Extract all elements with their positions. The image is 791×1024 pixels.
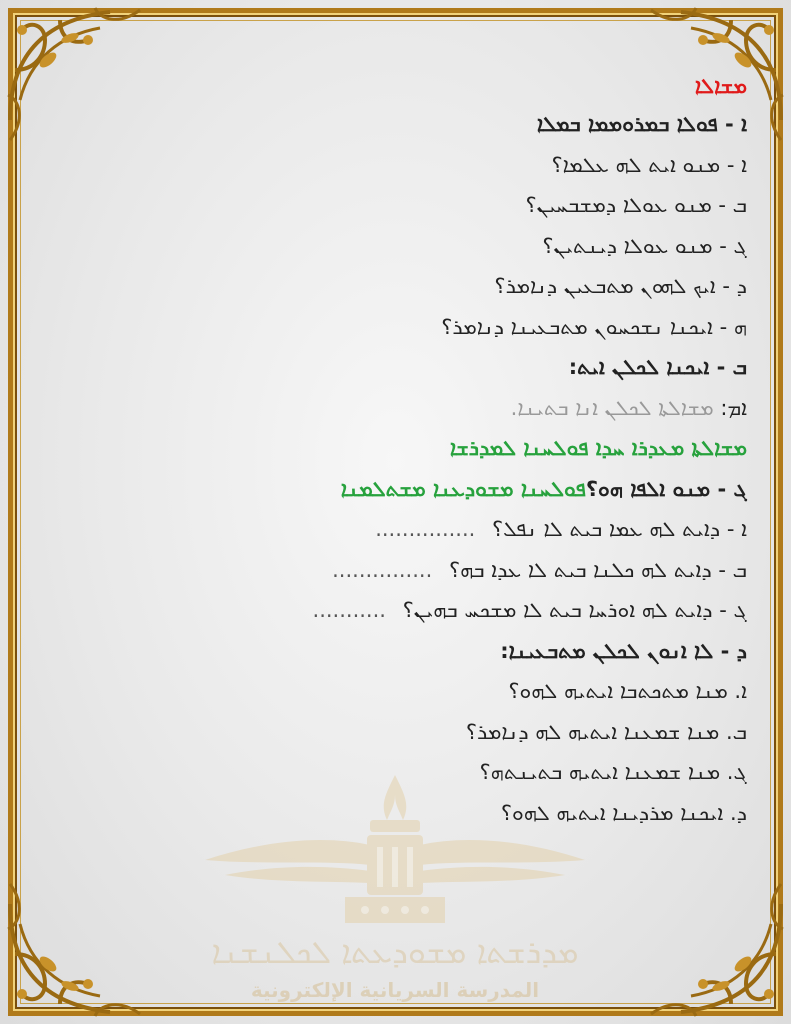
watermark-arabic-text: المدرسة السريانية الإلكترونية [250, 978, 540, 1002]
section-c-heading: ܓ - ܡܢܘ ܐܠܦܐ ܗܘ؟ܦܘܠܚܢܐ ܡܫܘܕܥܢܐ ܡܫܬܠܡܢܐ [340, 476, 747, 501]
fill-in-line: ܓ - ܕܐܝܬ ܠܗ ܐܘܪܚܐ ܒܝܬ ܠܐ ܡܫܟܚ ܒܗܝܢ؟ ........... [312, 598, 747, 622]
question-line: ܒ - ܡܢܘ ܥܘܠܐ ܕܡܫܒܚܝܢ؟ [525, 193, 747, 217]
answer-text: ܡܫܐܠܬܐ ܠܟܠܢ ܐܢܐ ܒܬܝܢܐ. [510, 395, 714, 420]
question-line: ܒ - ܐܝܟܢܐ ܠܟܠܢ ܐܝܬ: [568, 355, 747, 379]
blank-dots[interactable]: ............... [375, 517, 476, 541]
section-d-heading: ܕ - ܠܐ ܐܢܘܢ ܠܟܠܢ ܡܬܒܥܝܢܐ: [500, 638, 747, 663]
blank-dots[interactable]: ........... [312, 598, 386, 622]
green-instruction: ܡܫܐܠܬܐ ܡܥܕܪܐ ܚܕܐ ܦܘܠܚܢܐ ܠܡܕܪܫܐ [449, 436, 747, 460]
question-line: ܐ - ܦܘܠܐ ܒܡܪܘܡܡܐ ܒܡܠܐ [536, 112, 747, 136]
final-question: ܓ. ܡܢܐ ܫܡܥܢܐ ܐܝܬܝܗ ܒܬܝܢܬܗ؟ [479, 760, 747, 784]
heading-questions: ܡܫܐܠܐ [694, 74, 747, 98]
answer-label: ܐܡ: [720, 395, 747, 420]
blank-dots[interactable]: ............... [332, 557, 433, 582]
final-question: ܐ. ܡܢܐ ܡܬܟܬܒܐ ܐܝܬܝܗ ܠܗܘ؟ [508, 679, 747, 703]
answer-example [40, 388, 751, 429]
question-line: ܓ - ܡܢܘ ܥܘܠܐ ܕܝܢܬܝܢ؟ [542, 233, 747, 258]
section-c-green: ܦܘܠܚܢܐ ܡܫܘܕܥܢܐ ܡܫܬܠܡܢܐ [340, 476, 586, 501]
fill-in-line: ܐ - ܕܐܝܬ ܠܗ ܥܡܐ ܒܝܬ ܠܐ ܢܦܠ؟ ............... [375, 517, 747, 541]
ornament-corner-icon [641, 874, 791, 1024]
watermark-syriac-text: ܡܕܪܫܬܐ ܡܫܘܕܥܬܐ ܠܟܠܢܫܢܐ [211, 933, 579, 971]
question-line: ܕ - ܐܝܟ ܠܗܘܢ ܡܬܒܥܝܢ ܕܢܐܡܪ؟ [494, 274, 747, 298]
ornament-corner-icon [0, 874, 150, 1024]
worksheet-content [40, 68, 751, 833]
final-question: ܕ. ܐܝܟܢܐ ܡܪܕܝܢܐ ܐܝܬܝܗ ܠܗܘ؟ [500, 800, 747, 825]
question-line: ܗ - ܐܝܟܢܐ ܢܫܟܚܘܢ ܡܬܒܥܝܢܐ ܕܢܐܡܪ؟ [441, 314, 747, 339]
final-question: ܒ. ܡܢܐ ܫܡܥܢܐ ܐܝܬܝܗ ܠܗ ܕܢܐܡܪ؟ [465, 719, 747, 744]
question-line: ܐ - ܡܢܘ ܐܝܬ ܠܗ ܥܠܡܐ؟ [551, 152, 747, 177]
fill-in-line: ܒ - ܕܐܝܬ ܠܗ ܟܠܢܐ ܒܝܬ ܠܐ ܥܕܐ ܒܗ؟ ............... [332, 557, 747, 582]
